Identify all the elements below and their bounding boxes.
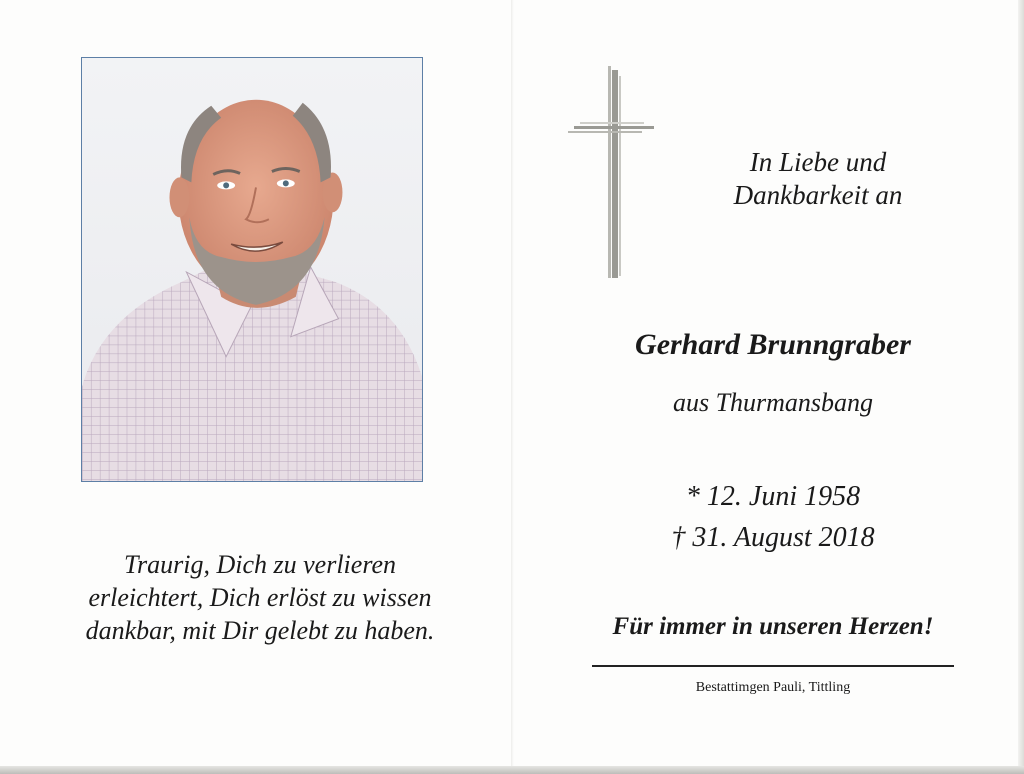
verse-line-1: Traurig, Dich zu verlieren xyxy=(123,550,397,579)
dedication-line-2: Dankbarkeit an xyxy=(733,180,903,210)
dedication xyxy=(700,146,936,212)
verse-line-2: erleichtert, Dich erlöst zu wissen xyxy=(88,583,432,612)
divider xyxy=(592,665,954,667)
life-dates xyxy=(560,476,986,558)
dedication-line-1: In Liebe und xyxy=(749,147,887,177)
card-fold xyxy=(511,0,514,774)
verse xyxy=(60,548,460,647)
birth-date: * 12. Juni 1958 xyxy=(685,481,861,512)
card-right-edge xyxy=(1018,0,1024,774)
verse-line-3: dankbar, mit Dir gelebt zu haben. xyxy=(85,616,435,645)
portrait-illustration xyxy=(82,58,422,481)
death-date: † 31. August 2018 xyxy=(671,522,875,553)
motto: Für immer in unseren Herzen! xyxy=(612,613,934,640)
undertaker: Bestattimgen Pauli, Tittling xyxy=(695,680,851,695)
deceased-name: Gerhard Brunngraber xyxy=(635,328,911,361)
deceased-origin: aus Thurmansbang xyxy=(672,388,874,417)
card-bottom-edge xyxy=(0,766,1024,774)
portrait-photo xyxy=(81,57,423,482)
cross-icon xyxy=(568,66,658,282)
